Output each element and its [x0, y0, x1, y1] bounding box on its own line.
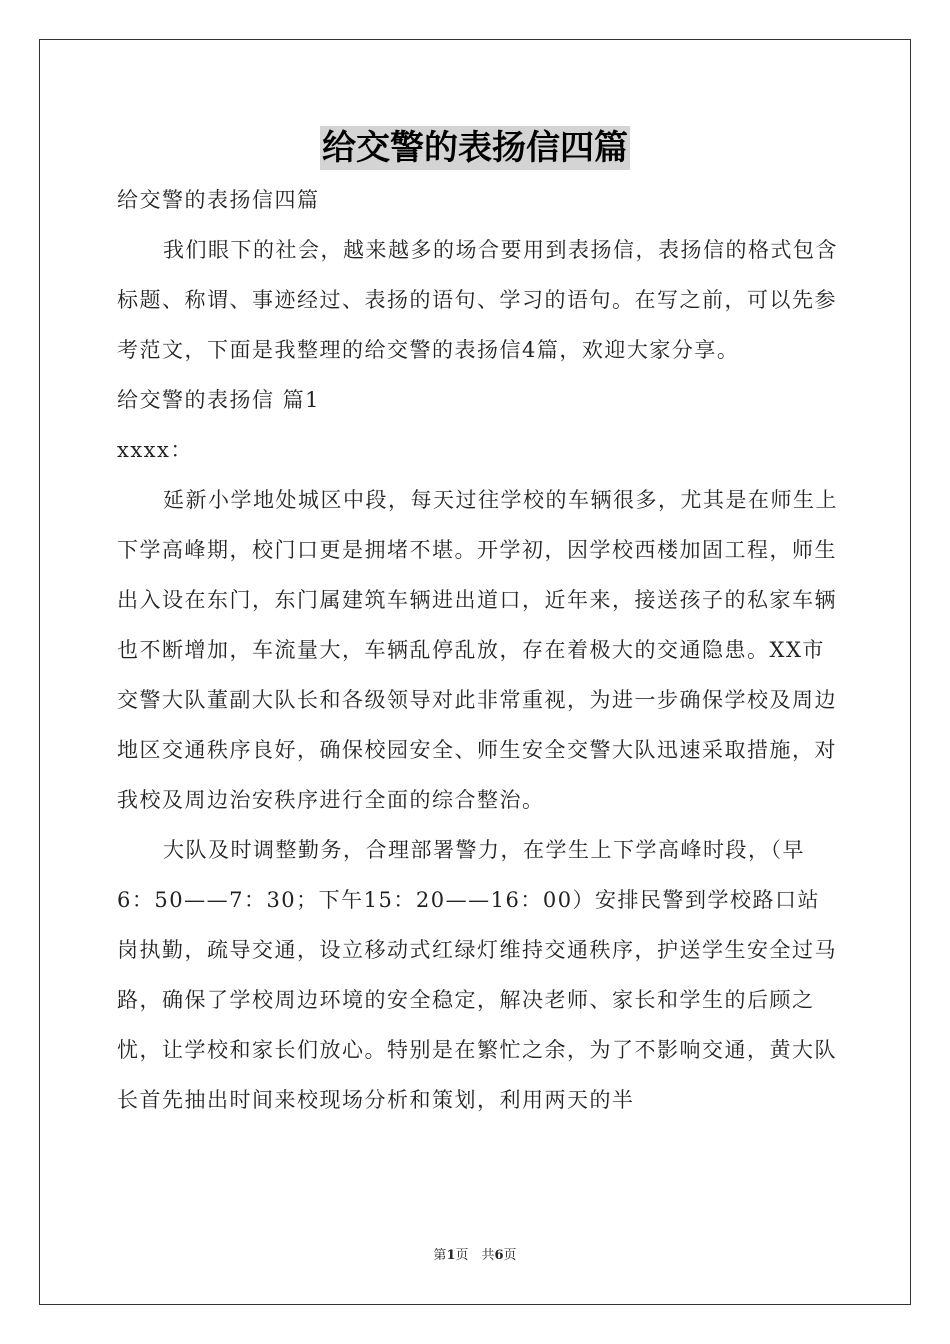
salutation-line: xxxx：	[117, 438, 193, 462]
footer-suffix: 页	[503, 1248, 517, 1263]
body-paragraph-1: 延新小学地处城区中段，每天过往学校的车辆很多，尤其是在师生上下学高峰期，校门口更是拥堵不堪。开学初，因学校西楼加固工程，师生出入设在东门，东门属建筑车辆进出道口，近年来，接送孩子的私家车辆也不断增加，车流量大，车辆乱停乱放，存在着极大的交通隐患。XX市交警大队董副大队长和各级领导对此非常重视，为进一步确保学校及周边地区交通秩序良好，确保校园安全、师生安全交警大队迅速采取措施，对我校及周边治安秩序进行全面的综合整治。	[117, 488, 838, 812]
document-body	[117, 175, 839, 1125]
footer-page-total: 6	[494, 1248, 504, 1263]
section-heading: 给交警的表扬信 篇1	[117, 388, 321, 412]
body-paragraph-2: 大队及时调整勤务，合理部署警力，在学生上下学高峰时段，（早6：50——7：30；下午15：20——16：00）安排民警到学校路口站岗执勤，疏导交通，设立移动式红绿灯维持交通秩序，护送学生安全过马路，确保了学校周边环境的安全稳定，解决老师、家长和学生的后顾之忧，让学校和家长们放心。特别是在繁忙之余，为了不影响交通，黄大队长首先抽出时间来校现场分析和策划，利用两天的半	[117, 838, 837, 1112]
title-container	[0, 126, 950, 170]
intro-paragraph: 我们眼下的社会，越来越多的场合要用到表扬信，表扬信的格式包含标题、称谓、事迹经过、表扬的语句、学习的语句。在写之前，可以先参考范文，下面是我整理的给交警的表扬信4篇，欢迎大家分享。	[117, 238, 838, 362]
document-title[interactable]: 给交警的表扬信四篇	[322, 128, 628, 168]
footer-page-current: 1	[446, 1248, 456, 1263]
footer-prefix: 第	[433, 1248, 447, 1263]
footer-mid: 页 共	[455, 1248, 495, 1263]
subtitle-line: 给交警的表扬信四篇	[117, 188, 320, 212]
page-footer	[0, 1244, 950, 1263]
